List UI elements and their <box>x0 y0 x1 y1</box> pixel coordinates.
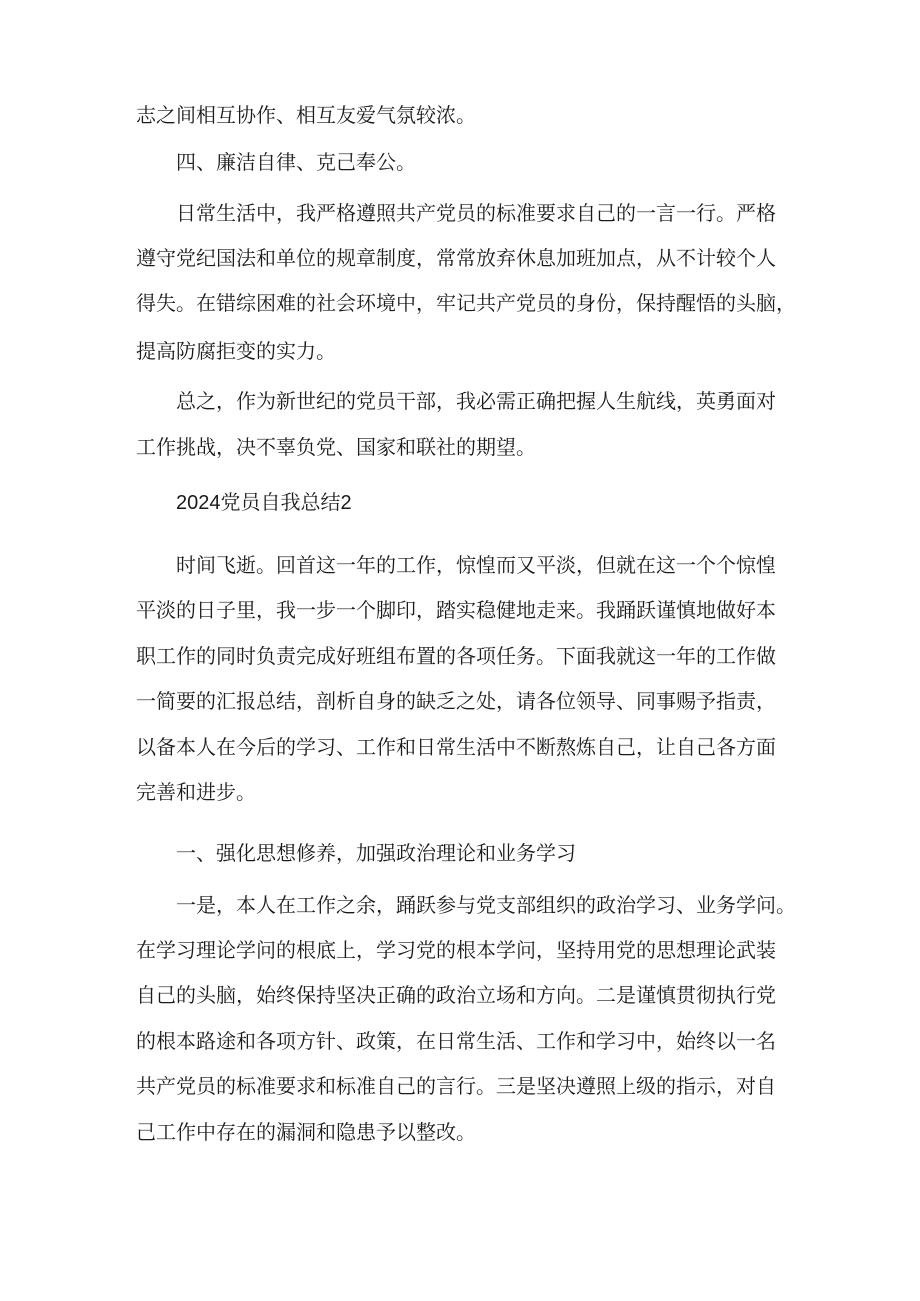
text-line: 自己的头脑，始终保持坚决正确的政治立场和方向。二是谨慎贯彻执行党 <box>136 983 776 1007</box>
text-line: 在学习理论学问的根底上，学习党的根本学问，坚持用党的思想理论武装 <box>136 938 776 962</box>
text-line: 完善和进步。 <box>136 780 256 804</box>
text-line: 提高防腐拒变的实力。 <box>136 339 336 363</box>
text-line: 以备本人在今后的学习、工作和日常生活中不断熬炼自己，让自己各方面 <box>136 735 776 759</box>
text-line: 日常生活中，我严格遵照共产党员的标准要求自己的一言一行。严格 <box>176 201 776 225</box>
text-line: 志之间相互协作、相互友爱气氛较浓。 <box>136 103 476 127</box>
text-line: 工作挑战，决不辜负党、国家和联社的期望。 <box>136 435 536 459</box>
section-heading: 一、强化思想修养，加强政治理论和业务学习 <box>176 841 576 865</box>
text-line: 一简要的汇报总结，剖析自身的缺乏之处，请各位领导、同事赐予指责， <box>136 689 776 713</box>
text-line: 总之，作为新世纪的党员干部，我必需正确把握人生航线，英勇面对 <box>176 389 776 413</box>
document-heading: 2024党员自我总结2 <box>176 492 352 514</box>
text-line: 共产党员的标准要求和标准自己的言行。三是坚决遵照上级的指示，对自 <box>136 1074 776 1098</box>
text-line: 己工作中存在的漏洞和隐患予以整改。 <box>136 1120 476 1144</box>
section-heading: 四、廉洁自律、克己奉公。 <box>176 150 416 174</box>
text-line: 的根本路途和各项方针、政策，在日常生活、工作和学习中，始终以一名 <box>136 1029 776 1053</box>
text-line: 遵守党纪国法和单位的规章制度，常常放弃休息加班加点，从不计较个人 <box>136 246 776 270</box>
text-line: 平淡的日子里，我一步一个脚印，踏实稳健地走来。我踊跃谨慎地做好本 <box>136 598 776 622</box>
text-line: 时间飞逝。回首这一年的工作，惊惶而又平淡，但就在这一个个惊惶 <box>176 553 776 577</box>
text-line: 一是，本人在工作之余，踊跃参与党支部组织的政治学习、业务学问。 <box>176 893 796 917</box>
text-line: 得失。在错综困难的社会环境中，牢记共产党员的身份，保持醒悟的头脑， <box>136 291 796 315</box>
text-line: 职工作的同时负责完成好班组布置的各项任务。下面我就这一年的工作做 <box>136 644 776 668</box>
